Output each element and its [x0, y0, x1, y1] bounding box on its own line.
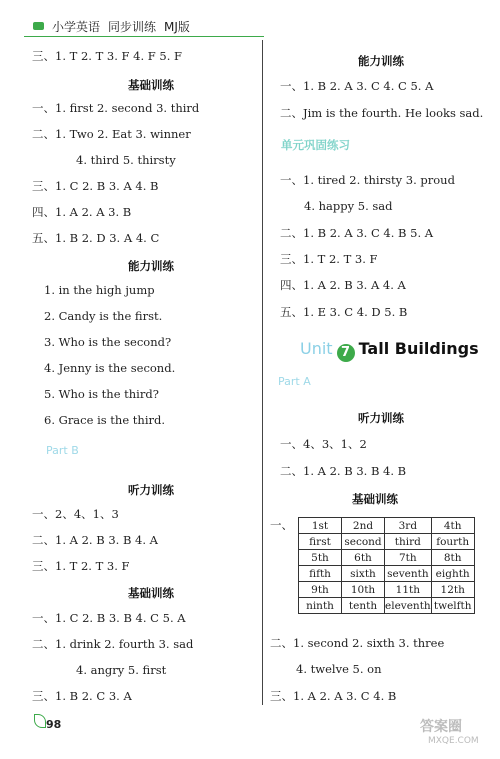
table-cell: 11th — [385, 582, 432, 598]
answer-line: 二、1. A 2. B 3. B 4. B — [280, 464, 407, 478]
table-cell: 9th — [299, 582, 342, 598]
table-row — [299, 550, 475, 566]
answer-line: 三、1. T 2. T 3. F — [32, 559, 130, 573]
answer-line: 5. Who is the third? — [44, 387, 159, 401]
answer-line: 三、1. B 2. C 3. A — [32, 689, 132, 703]
answer-line: 二、1. drink 2. fourth 3. sad — [32, 637, 194, 651]
header-series: 同步训练 — [108, 20, 157, 34]
table-cell: 4th — [431, 518, 474, 534]
table-cell: 3rd — [385, 518, 432, 534]
unit-name: Tall Buildings — [358, 339, 479, 358]
watermark: 答案圈 — [420, 719, 462, 735]
watermark-url: MXQE.COM — [428, 736, 479, 746]
section-heading: 基础训练 — [352, 492, 398, 506]
ordinal-table — [298, 517, 475, 614]
table-cell: 8th — [431, 550, 474, 566]
answer-line: 二、1. second 2. sixth 3. three — [270, 636, 445, 650]
table-cell: eighth — [431, 566, 474, 582]
table-cell: eleventh — [385, 599, 431, 612]
section-heading: 听力训练 — [358, 411, 404, 425]
answer-line: 二、Jim is the fourth. He looks sad. — [280, 106, 484, 120]
answer-line: 1. in the high jump — [44, 283, 155, 297]
answer-line: 4. happy 5. sad — [304, 199, 393, 213]
section-heading: 听力训练 — [128, 483, 174, 497]
header-edition: MJ版 — [164, 20, 190, 34]
answer-line: 一、2、4、1、3 — [32, 507, 119, 521]
table-cell: 5th — [299, 550, 342, 566]
answer-line: 三、1. A 2. A 3. C 4. B — [270, 689, 397, 703]
answer-line: 四、1. A 2. B 3. A 4. A — [280, 278, 406, 292]
part-label: Part B — [46, 444, 79, 457]
answer-line: 一、1. C 2. B 3. B 4. C 5. A — [32, 611, 186, 625]
answer-line: 2. Candy is the first. — [44, 309, 163, 323]
answer-line: 二、1. Two 2. Eat 3. winner — [32, 127, 191, 141]
unit-word: Unit — [300, 339, 333, 358]
section-heading: 能力训练 — [128, 259, 174, 273]
section-heading: 基础训练 — [128, 78, 174, 92]
table-cell: 7th — [385, 550, 432, 566]
answer-line: 6. Grace is the third. — [44, 413, 166, 427]
table-cell: 12th — [431, 582, 474, 598]
table-cell: sixth — [342, 566, 385, 582]
answer-line: 三、1. T 2. T 3. F 4. F 5. F — [32, 49, 183, 63]
table-cell: third — [385, 534, 432, 550]
answer-line: 4. Jenny is the second. — [44, 361, 176, 375]
table-row — [299, 566, 475, 582]
table-cell: ninth — [299, 598, 342, 614]
table-cell: 1st — [299, 518, 342, 534]
answer-line: 一、1. B 2. A 3. C 4. C 5. A — [280, 79, 434, 93]
answer-line: 三、1. C 2. B 3. A 4. B — [32, 179, 159, 193]
header-book: 小学英语 — [52, 20, 101, 34]
answer-line: 4. third 5. thirsty — [76, 153, 176, 167]
table-cell: second — [342, 534, 385, 550]
table-cell: seventh — [385, 566, 432, 582]
answer-line: 五、1. E 3. C 4. D 5. B — [280, 305, 408, 319]
header-rule — [24, 36, 264, 37]
table-cell: 6th — [342, 550, 385, 566]
table-cell: tenth — [342, 598, 385, 614]
answer-line: 二、1. A 2. B 3. B 4. A — [32, 533, 158, 547]
answer-line: 4. angry 5. first — [76, 663, 167, 677]
answer-line: 一、1. tired 2. thirsty 3. proud — [280, 173, 455, 187]
answer-line: 4. twelve 5. on — [296, 662, 382, 676]
answer-line: 一、4、3、1、2 — [280, 437, 367, 451]
page-number: 98 — [46, 718, 62, 731]
leaf-icon — [34, 714, 46, 728]
answer-line: 五、1. B 2. D 3. A 4. C — [32, 231, 160, 245]
table-cell: 10th — [342, 582, 385, 598]
section-heading: 能力训练 — [358, 54, 404, 68]
section-heading: 基础训练 — [128, 586, 174, 600]
column-divider — [262, 40, 263, 705]
answer-line: 二、1. B 2. A 3. C 4. B 5. A — [280, 226, 434, 240]
table-cell: twelfth — [431, 598, 474, 614]
table-row — [299, 598, 475, 614]
table-row — [299, 582, 475, 598]
answer-line: 3. Who is the second? — [44, 335, 172, 349]
table-row — [299, 534, 475, 550]
answer-line: 三、1. T 2. T 3. F — [280, 252, 378, 266]
series-logo — [33, 22, 44, 30]
answer-line-prefix: 一、 — [270, 518, 293, 532]
table-cell: first — [299, 534, 342, 550]
unit-review-heading: 单元巩固练习 — [281, 138, 350, 152]
part-label: Part A — [278, 375, 311, 388]
unit-number-badge: 7 — [337, 344, 355, 362]
answer-line: 一、1. first 2. second 3. third — [32, 101, 200, 115]
unit-title — [300, 339, 479, 362]
table-cell: 2nd — [342, 518, 385, 534]
answer-line: 四、1. A 2. A 3. B — [32, 205, 132, 219]
table-cell: fourth — [431, 534, 474, 550]
table-row — [299, 518, 475, 534]
table-cell: fifth — [299, 566, 342, 582]
